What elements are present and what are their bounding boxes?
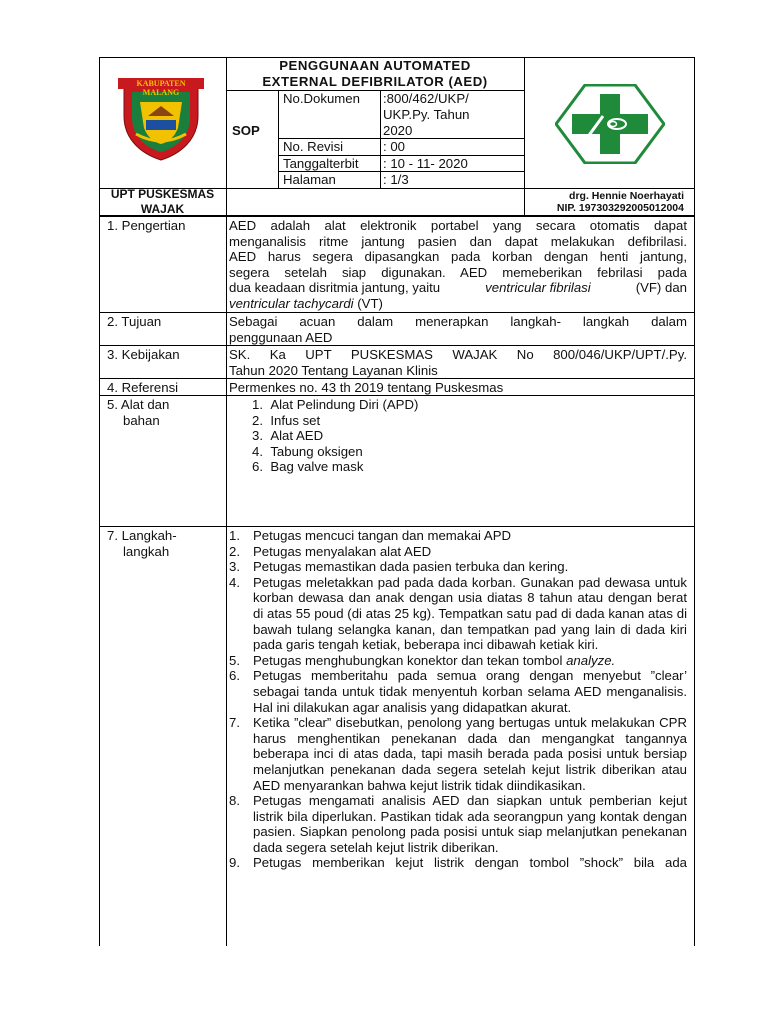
steps-list (229, 528, 687, 871)
text-referensi: Permenkes no. 43 th 2019 tentang Puskesmas (229, 380, 504, 395)
list-item: 2. Infus set (252, 412, 321, 428)
regency-logo (118, 76, 204, 162)
signatory-nip: NIP. 197303292005012004 (556, 202, 684, 214)
step-item: 7. Ketika ”clear” disebutkan, penolong yang bertugas untuk melakukan CPR harus menghentikan penekanan dada dan mengangkat tangannya beberapa inci di atas dada, tapi masih berada pada posisi untuk bersiap melanjutkan penekanan dada segera setelah kejut listrik diberikan atau AED menyarankan bahwa kejut listrik tidak diindikasikan. (229, 715, 687, 793)
step-item: 9. Petugas memberikan kejut listrik dengan tombol ”shock” bila ada (229, 855, 687, 871)
step-item: 4. Petugas meletakkan pad pada dada korban. Gunakan pad dewasa untuk korban dewasa dan anak dengan usia diatas 8 tahun atau dengan berat di atas 55 poud (di atas 25 kg). Tempatkan satu pad di dada kanan atas di bawah tulang selangka kanan, dan tempatkan pad yang lain di dada kiri pada garis tengah ketiak, beberapa inci dibawah ketiak kiri. (229, 574, 687, 653)
label-tujuan: 2. Tujuan (107, 314, 162, 329)
list-item: 6. Bag valve mask (252, 459, 364, 475)
text-kebijakan: SK. Ka UPT PUSKESMAS WAJAK No 800/046/UKP/UPT/.Py. Tahun 2020 Tentang Layanan Klinis (229, 347, 687, 378)
text-tujuan: Sebagai acuan dalam menerapkan langkah- langkah dalam penggunaan AED (229, 314, 687, 345)
label-pengertian: 1. Pengertian (107, 218, 186, 233)
step-item: 2. Petugas menyalakan alat AED (229, 543, 432, 559)
list-item: 4. Tabung oksigen (252, 443, 363, 459)
label-langkah: 7. Langkah- langkah (107, 528, 177, 559)
document-title: PENGGUNAAN AUTOMATED EXTERNAL DEFIBRILATOR (AED) (262, 58, 488, 89)
list-alat (252, 397, 418, 475)
meta-label-dokumen: No.Dokumen (283, 91, 360, 106)
sop-label: SOP (232, 123, 260, 138)
meta-label-revisi: No. Revisi (283, 139, 344, 154)
meta-value-dokumen-1: :800/462/UKP/ (383, 91, 469, 106)
step-item: 8. Petugas mengamati analisis AED dan siapkan untuk pemberian kejut listrik bila diperlukan. Pastikan tidak ada seorangpun yang kontak dengan pasien. Siapkan penolong pada posisi untuk siap melanjutkan penekanan dada segera setelah kejut listrik diberikan. (229, 793, 687, 855)
step-item: 3. Petugas memastikan dada pasien terbuka dan kering. (229, 559, 569, 575)
meta-label-halaman: Halaman (283, 172, 336, 187)
text-pengertian: AED adalah alat elektronik portabel yang secara otomatis dapat menganalisis ritme jantung pasien dan dapat melakukan defibrilasi. AED harus segera dipasangkan pada korban dengan henti jantung, segera setelah siap digunakan. AED memeberikan febrilasi pada dua keadaan disritmia jantung, yaitu ventricular fibrilasi (VF) dan ventricular tachycardi (VT) (229, 218, 687, 311)
meta-label-tanggal: Tanggalterbit (283, 156, 359, 171)
step-item: 1. Petugas mencuci tangan dan memakai APD (229, 528, 512, 543)
meta-value-halaman: : 1/3 (383, 172, 409, 187)
meta-value-dokumen-2: UKP.Py. Tahun (383, 107, 470, 122)
step-item: 5. Petugas menghubungkan konektor dan tekan tombol analyze. (229, 652, 616, 668)
meta-value-tanggal: : 10 - 11- 2020 (383, 156, 468, 171)
unit-name: UPT PUSKESMAS WAJAK (110, 187, 215, 216)
label-alat: 5. Alat dan bahan (107, 397, 170, 428)
logo-caption: KABUPATEN MALANG (136, 79, 186, 97)
signatory-name: drg. Hennie Noerhayati (569, 190, 684, 202)
list-item: 1. Alat Pelindung Diri (APD) (252, 397, 419, 412)
step-item: 6. Petugas memberitahu pada semua orang dengan menyebut ”clear’ sebagai tanda untuk tidak menyentuh korban selama AED menganalisis. Hal ini dilakukan agar analisis yang didapatkan akurat. (229, 668, 687, 715)
label-kebijakan: 3. Kebijakan (107, 347, 180, 362)
meta-value-dokumen-3: 2020 (383, 123, 413, 138)
list-item: 3. Alat AED (252, 428, 324, 444)
meta-value-revisi: : 00 (383, 139, 405, 154)
label-referensi: 4. Referensi (107, 380, 179, 395)
puskesmas-cross-logo (555, 84, 665, 164)
